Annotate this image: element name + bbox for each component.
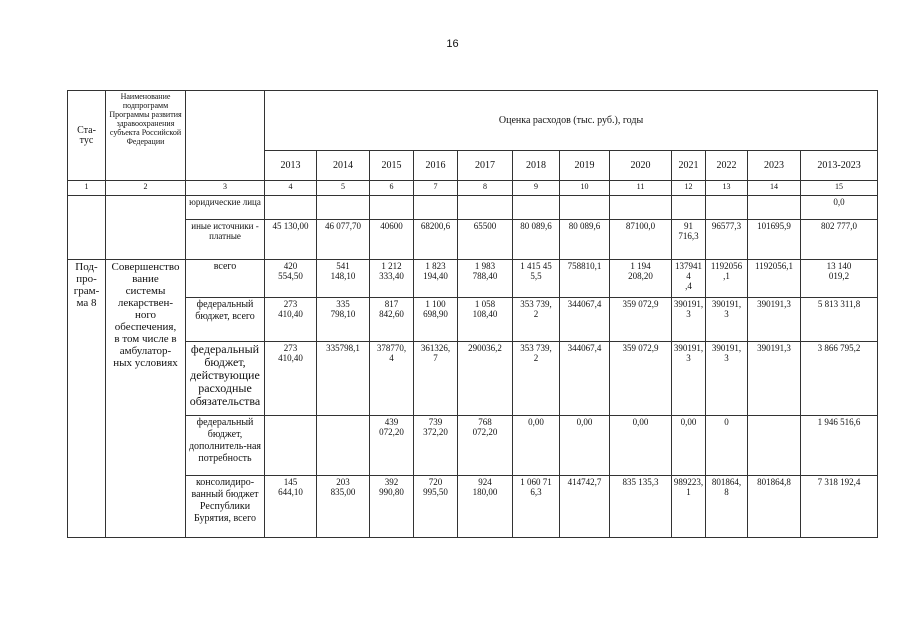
value-cell: 145 644,10: [265, 476, 317, 538]
column-number: 7: [414, 181, 458, 196]
column-number: 3: [186, 181, 265, 196]
column-number: 12: [672, 181, 706, 196]
column-number: 5: [317, 181, 370, 196]
value-cell: 68200,6: [414, 220, 458, 260]
value-cell: 359 072,9: [610, 298, 672, 342]
row-label: федеральный бюджет, дополнитель-ная потребность: [186, 416, 265, 476]
value-cell: 0,00: [610, 416, 672, 476]
value-cell: 91 716,3: [672, 220, 706, 260]
value-cell: 80 089,6: [513, 220, 560, 260]
value-cell: 46 077,70: [317, 220, 370, 260]
value-cell: 739 372,20: [414, 416, 458, 476]
value-cell: 45 130,00: [265, 220, 317, 260]
row-label: федеральный бюджет, всего: [186, 298, 265, 342]
subprogram-status: Под- про- грам- ма 8: [68, 260, 106, 538]
value-cell: 335 798,10: [317, 298, 370, 342]
value-cell: [414, 196, 458, 220]
column-number: 6: [370, 181, 414, 196]
row-label: всего: [186, 260, 265, 298]
value-cell: [610, 196, 672, 220]
value-cell: 87100,0: [610, 220, 672, 260]
value-cell: 40600: [370, 220, 414, 260]
value-cell: 924 180,00: [458, 476, 513, 538]
value-cell: 390191, 3: [706, 298, 748, 342]
year-header: 2022: [706, 151, 748, 181]
year-header: 2013: [265, 151, 317, 181]
year-header: 2021: [672, 151, 706, 181]
value-cell: 801864,8: [748, 476, 801, 538]
value-cell: [265, 416, 317, 476]
value-cell: 801864, 8: [706, 476, 748, 538]
value-cell: [560, 196, 610, 220]
column-number: 4: [265, 181, 317, 196]
value-cell: 273 410,40: [265, 342, 317, 416]
table-row: [68, 416, 878, 476]
subprogram-name: Совершенство вание системы лекарствен- ного обеспечения, в том числе в амбулатор- ных условиях: [106, 260, 186, 538]
value-cell: 344067,4: [560, 298, 610, 342]
year-header: 2015: [370, 151, 414, 181]
value-cell: 835 135,3: [610, 476, 672, 538]
expenditure-table: [67, 90, 878, 538]
column-number: 8: [458, 181, 513, 196]
value-cell: 96577,3: [706, 220, 748, 260]
value-cell: 1 058 108,40: [458, 298, 513, 342]
value-cell: 989223, 1: [672, 476, 706, 538]
value-cell: 101695,9: [748, 220, 801, 260]
value-cell: [706, 196, 748, 220]
value-cell: 290036,2: [458, 342, 513, 416]
value-cell: 390191, 3: [672, 342, 706, 416]
table-row: [68, 342, 878, 416]
year-header: 2014: [317, 151, 370, 181]
row-label: консолидиро-ванный бюджет Республики Бурятия, всего: [186, 476, 265, 538]
value-cell: 0,00: [560, 416, 610, 476]
name-cell: [106, 196, 186, 260]
header-status: Ста- тус: [68, 91, 106, 181]
year-header: 2018: [513, 151, 560, 181]
value-cell: 1192056,1: [748, 260, 801, 298]
value-cell: 1 060 71 6,3: [513, 476, 560, 538]
value-cell: 335798,1: [317, 342, 370, 416]
value-cell: 7 318 192,4: [801, 476, 878, 538]
value-cell: 353 739, 2: [513, 342, 560, 416]
value-cell: [513, 196, 560, 220]
value-cell: [748, 196, 801, 220]
value-cell: [672, 196, 706, 220]
value-cell: 1192056 ,1: [706, 260, 748, 298]
value-cell: 1 983 788,40: [458, 260, 513, 298]
column-number: 10: [560, 181, 610, 196]
value-cell: 344067,4: [560, 342, 610, 416]
value-cell: 1 946 516,6: [801, 416, 878, 476]
column-number: 15: [801, 181, 878, 196]
value-cell: 1 415 45 5,5: [513, 260, 560, 298]
value-cell: 3 866 795,2: [801, 342, 878, 416]
value-cell: 65500: [458, 220, 513, 260]
value-cell: 0,00: [513, 416, 560, 476]
value-cell: [458, 196, 513, 220]
table-row: [68, 260, 878, 298]
year-header: 2017: [458, 151, 513, 181]
column-number: 2: [106, 181, 186, 196]
value-cell: 80 089,6: [560, 220, 610, 260]
header-subprogram-name: Наименование подпрограмм Программы развития здравоохранения субъекта Российской Федерации: [106, 91, 186, 181]
year-header: 2013-2023: [801, 151, 878, 181]
value-cell: 378770, 4: [370, 342, 414, 416]
value-cell: 768 072,20: [458, 416, 513, 476]
value-cell: 353 739, 2: [513, 298, 560, 342]
value-cell: 273 410,40: [265, 298, 317, 342]
value-cell: 1 194 208,20: [610, 260, 672, 298]
year-header: 2020: [610, 151, 672, 181]
value-cell: 390191, 3: [706, 342, 748, 416]
value-cell: 1 212 333,40: [370, 260, 414, 298]
value-cell: 392 990,80: [370, 476, 414, 538]
value-cell: 1379414 ,4: [672, 260, 706, 298]
value-cell: 390191, 3: [672, 298, 706, 342]
header-source: [186, 91, 265, 181]
value-cell: 361326, 7: [414, 342, 458, 416]
row-label: федеральный бюджет, действующие расходные обязательства: [186, 342, 265, 416]
value-cell: 758810,1: [560, 260, 610, 298]
column-number: 14: [748, 181, 801, 196]
header-cost-title: Оценка расходов (тыс. руб.), годы: [265, 91, 878, 151]
value-cell: 802 777,0: [801, 220, 878, 260]
table-row: [68, 220, 878, 260]
value-cell: [317, 416, 370, 476]
value-cell: 0: [706, 416, 748, 476]
year-header: 2016: [414, 151, 458, 181]
value-cell: 1 100 698,90: [414, 298, 458, 342]
value-cell: 390191,3: [748, 298, 801, 342]
value-cell: 1 823 194,40: [414, 260, 458, 298]
value-cell: [265, 196, 317, 220]
value-cell: 541 148,10: [317, 260, 370, 298]
table-row: [68, 298, 878, 342]
table-row: [68, 476, 878, 538]
value-cell: 0,0: [801, 196, 878, 220]
value-cell: 420 554,50: [265, 260, 317, 298]
value-cell: [748, 416, 801, 476]
value-cell: 13 140 019,2: [801, 260, 878, 298]
column-number: 11: [610, 181, 672, 196]
value-cell: [370, 196, 414, 220]
value-cell: 439 072,20: [370, 416, 414, 476]
year-header: 2023: [748, 151, 801, 181]
value-cell: [317, 196, 370, 220]
value-cell: 5 813 311,8: [801, 298, 878, 342]
value-cell: 390191,3: [748, 342, 801, 416]
column-number: 9: [513, 181, 560, 196]
table-row: [68, 196, 878, 220]
row-label: юридические лица: [186, 196, 265, 220]
value-cell: 203 835,00: [317, 476, 370, 538]
value-cell: 359 072,9: [610, 342, 672, 416]
page-number: 16: [446, 38, 459, 50]
row-label: иные источники - платные: [186, 220, 265, 260]
column-number: 13: [706, 181, 748, 196]
status-cell: [68, 196, 106, 260]
value-cell: 817 842,60: [370, 298, 414, 342]
value-cell: 720 995,50: [414, 476, 458, 538]
value-cell: 0,00: [672, 416, 706, 476]
value-cell: 414742,7: [560, 476, 610, 538]
year-header: 2019: [560, 151, 610, 181]
column-number: 1: [68, 181, 106, 196]
